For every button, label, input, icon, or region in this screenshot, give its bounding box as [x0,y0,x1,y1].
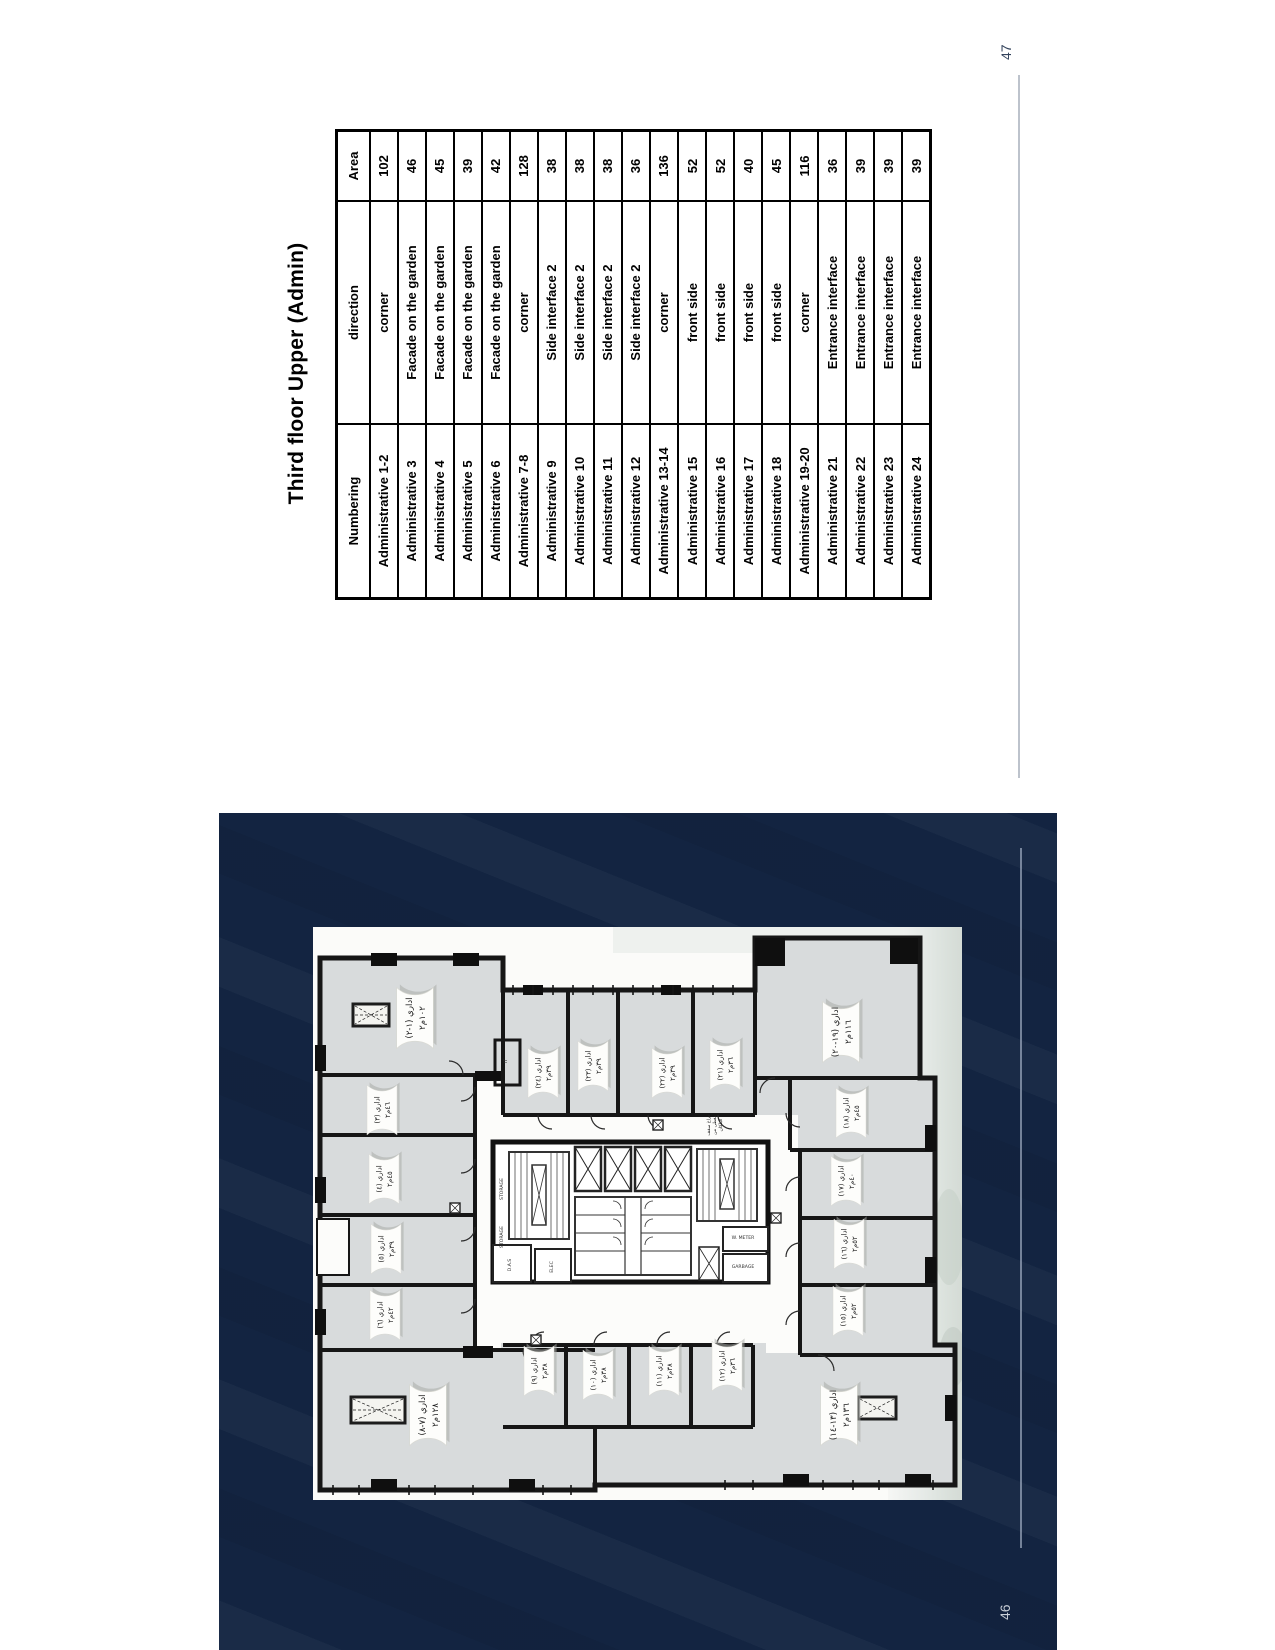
unit-label-banner [370,1287,403,1340]
floor-plan-image [313,927,962,1500]
table-row [762,131,790,599]
cell-area: 39 [902,131,930,202]
svg-text:١٢٨م٢: ١٢٨م٢ [430,1403,441,1427]
svg-text:اداري (١٩-٢٠): اداري (١٩-٢٠) [830,1006,841,1058]
cell-direction: Entrance interface [874,201,902,424]
table-row [846,131,874,599]
svg-text:٤٠م٢: ٤٠م٢ [848,1173,856,1189]
svg-text:اداري (٥): اداري (٥) [377,1235,386,1263]
unit-label-banner [836,1085,869,1138]
balcony-notch [317,1219,349,1275]
cell-area: 46 [398,131,426,202]
svg-text:٣٩م٢: ٣٩م٢ [545,1065,553,1081]
svg-text:٥٢م٢: ٥٢م٢ [851,1236,859,1252]
svg-text:اداري (١-٢): اداري (١-٢) [404,997,415,1039]
svg-text:٤٥م٢: ٤٥م٢ [386,1171,394,1187]
svg-text:اداري (٢٣): اداري (٢٣) [584,1050,593,1082]
svg-text:٣٦م٢: ٣٦م٢ [729,1358,737,1374]
cell-numbering: Administrative 23 [874,424,902,599]
unit-label-banner [712,1338,745,1391]
table-row [426,131,454,599]
svg-text:اداري (٦): اداري (٦) [376,1301,385,1329]
svg-text:١٣٦م٢: ١٣٦م٢ [841,1403,852,1427]
svg-text:فراغ سقف: فراغ سقف [707,1114,712,1136]
svg-text:اداري (٢٤): اداري (٢٤) [534,1057,543,1089]
table-header [337,131,370,599]
svg-text:اداري (١٢): اداري (١٢) [718,1350,727,1382]
svg-text:٣٦م٢: ٣٦م٢ [727,1057,735,1073]
cell-numbering: Administrative 9 [538,424,566,599]
svg-text:اداري (١٦): اداري (١٦) [840,1228,849,1260]
cell-area: 116 [790,131,818,202]
table-row [818,131,846,599]
table-row [734,131,762,599]
cell-direction: front side [762,201,790,424]
page-number-47: 47 [998,44,1014,60]
table-row [482,131,510,599]
core-room-label: D.A.S [508,1258,513,1272]
svg-text:اداري (٣): اداري (٣) [373,1096,382,1124]
svg-text:مغطى من: مغطى من [713,1115,718,1135]
table-row [454,131,482,599]
svg-text:اداري (٤): اداري (٤) [375,1165,384,1193]
svg-text:٣٩م٢: ٣٩م٢ [388,1241,396,1257]
svg-text:٥٢م٢: ٥٢م٢ [850,1303,858,1319]
svg-text:اداري (١٨): اداري (١٨) [842,1097,851,1129]
svg-text:البلكان: البلكان [719,1118,724,1132]
cell-numbering: Administrative 15 [678,424,706,599]
svg-text:اداري (١٥): اداري (١٥) [839,1295,848,1327]
table-row [510,131,538,599]
header-area: Area [337,131,370,202]
cell-direction: corner [650,201,678,424]
table-row [790,131,818,599]
svg-text:اداري (٩): اداري (٩) [530,1357,539,1385]
unit-label-banner [833,1283,866,1336]
cell-numbering: Administrative 3 [398,424,426,599]
cell-direction: Facade on the garden [398,201,426,424]
cell-direction: Entrance interface [846,201,874,424]
cell-numbering: Administrative 6 [482,424,510,599]
cell-area: 36 [818,131,846,202]
cell-area: 39 [454,131,482,202]
table-body [370,131,931,599]
cell-numbering: Administrative 22 [846,424,874,599]
cell-direction: front side [734,201,762,424]
svg-text:اداري (١٠): اداري (١٠) [589,1359,598,1391]
unit-label-banner [821,1381,861,1445]
core-room-label: GARBAGE [731,1265,755,1270]
svg-text:١٠٢م٢: ١٠٢م٢ [417,1006,428,1030]
cell-direction: Side interface 2 [594,201,622,424]
unit-label-banner [369,1151,402,1204]
unit-label-banner [834,1216,867,1269]
table-row [874,131,902,599]
table-row [622,131,650,599]
cell-area: 39 [846,131,874,202]
svg-text:اداري (١١): اداري (١١) [655,1355,664,1387]
cell-direction: Side interface 2 [622,201,650,424]
svg-text:٣٨م٢: ٣٨م٢ [600,1367,608,1383]
svg-text:٣٨م٢: ٣٨م٢ [666,1363,674,1379]
cell-area: 52 [678,131,706,202]
cell-numbering: Administrative 5 [454,424,482,599]
cell-numbering: Administrative 10 [566,424,594,599]
core [493,1142,768,1282]
unit-label-banner [823,998,863,1062]
svg-text:اداري (٢١): اداري (٢١) [716,1049,725,1081]
header-numbering: Numbering [337,424,370,599]
page-rule-46 [1020,848,1022,1548]
svg-text:٣٩م٢: ٣٩م٢ [669,1065,677,1081]
svg-text:٤٢م٢: ٤٢م٢ [387,1307,395,1323]
unit-label-banner [652,1045,685,1098]
cell-area: 42 [482,131,510,202]
units-area-table [335,129,932,600]
cell-direction: front side [678,201,706,424]
core-room-label: W. METER [731,1236,755,1241]
table-row [566,131,594,599]
unit-label-banner [367,1082,400,1135]
svg-text:٤٥م٢: ٤٥م٢ [853,1105,861,1121]
cell-numbering: Administrative 12 [622,424,650,599]
cell-area: 45 [426,131,454,202]
cell-direction: Facade on the garden [426,201,454,424]
svg-text:اداري (٢٢): اداري (٢٢) [658,1057,667,1089]
unit-label-banner [710,1037,743,1090]
cell-direction: front side [706,201,734,424]
page-rule-47 [1018,75,1020,778]
cell-area: 128 [510,131,538,202]
cell-area: 52 [706,131,734,202]
page-number-46: 46 [997,1604,1013,1620]
svg-text:٤٦م٢: ٤٦م٢ [384,1102,392,1118]
cell-numbering: Administrative 4 [426,424,454,599]
unit-label-banner [528,1045,561,1098]
table-row [398,131,426,599]
core-room-label: ELEC [550,1261,555,1273]
header-direction: direction [337,201,370,424]
cell-direction: corner [510,201,538,424]
table-row [706,131,734,599]
navy-page-panel [219,813,1057,1650]
cell-direction: corner [370,201,398,424]
table-row [902,131,930,599]
cell-direction: Side interface 2 [538,201,566,424]
cell-area: 40 [734,131,762,202]
cell-numbering: Administrative 7-8 [510,424,538,599]
cell-direction: Facade on the garden [482,201,510,424]
unit-label-banner [583,1347,616,1400]
table-row [650,131,678,599]
table-row [370,131,398,599]
cell-area: 38 [566,131,594,202]
table-row [538,131,566,599]
table-row [594,131,622,599]
svg-text:اداري (١٧): اداري (١٧) [837,1165,846,1197]
unit-label-banner [397,984,437,1048]
cell-numbering: Administrative 11 [594,424,622,599]
unit-label-banner [371,1221,404,1274]
cell-area: 45 [762,131,790,202]
core-room-label: STORAGE [500,1226,505,1248]
cell-numbering: Administrative 17 [734,424,762,599]
svg-text:١١٦م٢: ١١٦م٢ [843,1020,854,1044]
cell-direction: Side interface 2 [566,201,594,424]
cell-area: 36 [622,131,650,202]
cell-numbering: Administrative 19-20 [790,424,818,599]
cell-direction: Facade on the garden [454,201,482,424]
cell-direction: corner [790,201,818,424]
cell-area: 39 [874,131,902,202]
cell-direction: Entrance interface [818,201,846,424]
cell-numbering: Administrative 18 [762,424,790,599]
unit-label-banner [524,1343,557,1396]
core-room-label: STORAGE [500,1178,505,1200]
svg-text:اداري (١٣-١٤): اداري (١٣-١٤) [828,1389,839,1441]
svg-text:اداري (٧-٨): اداري (٧-٨) [417,1394,428,1436]
cell-numbering: Administrative 16 [706,424,734,599]
cell-area: 38 [594,131,622,202]
unit-label-banner [410,1381,450,1445]
unit-label-banner [831,1153,864,1206]
cell-direction: Entrance interface [902,201,930,424]
core-room-label: IT [504,1058,509,1064]
table-row [678,131,706,599]
cell-numbering: Administrative 1-2 [370,424,398,599]
cell-area: 38 [538,131,566,202]
cell-numbering: Administrative 21 [818,424,846,599]
cell-numbering: Administrative 13-14 [650,424,678,599]
svg-text:٣٨م٢: ٣٨م٢ [541,1363,549,1379]
cell-numbering: Administrative 24 [902,424,930,599]
unit-label-banner [649,1343,682,1396]
cell-area: 136 [650,131,678,202]
page-title: Third floor Upper (Admin) [285,242,308,505]
svg-text:٣٩م٢: ٣٩م٢ [595,1058,603,1074]
floor-plan-sheet [313,927,962,1500]
cell-area: 102 [370,131,398,202]
unit-label-banner [578,1038,611,1091]
